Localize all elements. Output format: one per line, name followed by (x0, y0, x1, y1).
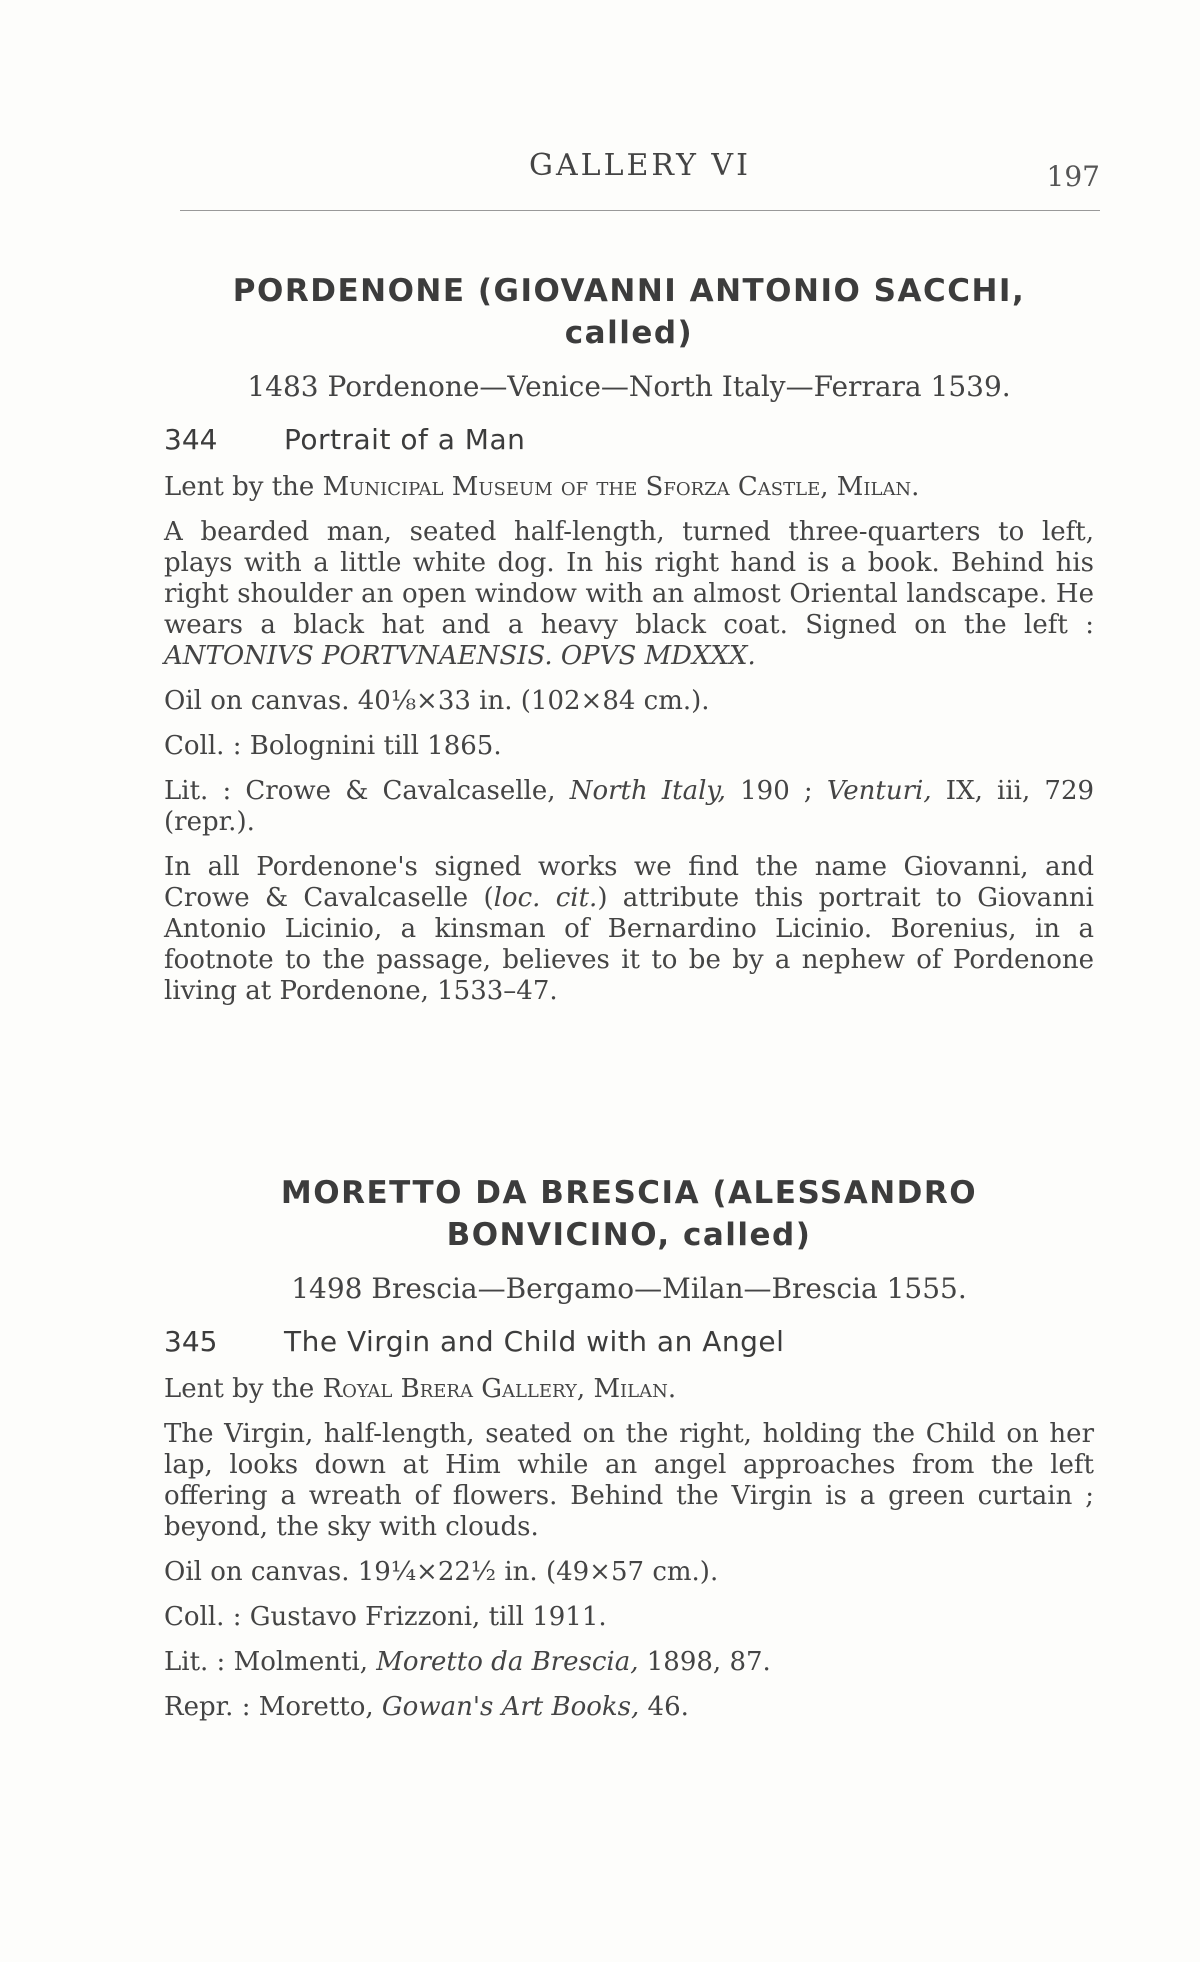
collection-line: Coll. : Gustavo Frizzoni, till 1911. (164, 1602, 607, 1632)
literature-prefix: Lit. : Crowe & Cavalcaselle, (164, 776, 556, 806)
repr-end: 46. (647, 1692, 689, 1722)
work-line (164, 1325, 1094, 1358)
literature-mid: 190 ; (740, 776, 813, 806)
attribution-note (164, 852, 1094, 1007)
literature-line (164, 1647, 1094, 1678)
literature-end: IX, iii, 729 (repr.). (164, 776, 1095, 837)
literature-title-1: Moretto da Brescia, (376, 1647, 639, 1677)
repr-prefix: Repr. : Moretto, (164, 1692, 374, 1722)
lender-name: Municipal Museum of the Sforza Castle, Milan. (322, 472, 920, 502)
description (164, 517, 1094, 672)
dimensions: 19¼×22½ in. (49×57 cm.). (357, 1557, 719, 1587)
medium-line (164, 686, 1094, 717)
catalogue-entry-344 (164, 270, 1094, 1007)
literature-end: 1898, 87. (646, 1647, 771, 1677)
note-citation: loc. cit. (493, 883, 598, 913)
artist-heading-line1: MORETTO DA BRESCIA (ALESSANDRO (280, 1175, 978, 1211)
dimensions: 40⅛×33 in. (102×84 cm.). (357, 686, 710, 716)
work-title: The Virgin and Child with an Angel (284, 1325, 785, 1358)
description: The Virgin, half-length, seated on the right, holding the Child on her lap, looks down at Him while an angel approaches from the left offering a wreath of flowers. Behind the Virgin is a green curtain ; beyond, the sky with clouds. (164, 1419, 1094, 1542)
description-text: A bearded man, seated half-length, turned three-quarters to left, plays with a little white dog. In his right hand is a book. Behind his right shoulder an open window with an almost Oriental landscape. He wears a black hat and a heavy black coat. Signed on the left : (164, 517, 1094, 640)
signature-inscription: ANTONIVS PORTVNAENSIS. OPVS MDXXX. (164, 641, 756, 671)
artist-dates: 1483 Pordenone—Venice—North Italy—Ferrara 1539. (247, 370, 1011, 403)
artist-heading-line1: PORDENONE (GIOVANNI ANTONIO SACCHI, (232, 273, 1026, 309)
catalogue-entry-345 (164, 1172, 1094, 1723)
repr-title: Gowan's Art Books, (381, 1692, 640, 1722)
lender-name: Royal Brera Gallery, Milan. (322, 1374, 677, 1404)
artist-heading (164, 1172, 1094, 1256)
catalogue-number: 344 (164, 423, 218, 456)
lender-line (164, 1374, 1094, 1405)
artist-dates: 1498 Brescia—Bergamo—Milan—Brescia 1555. (291, 1272, 967, 1305)
artist-heading-line2: BONVICINO, called) (446, 1217, 812, 1253)
literature-title-1: North Italy, (569, 776, 726, 806)
lender-prefix: Lent by the (164, 472, 315, 502)
catalogue-number: 345 (164, 1325, 218, 1358)
running-head (180, 148, 1100, 193)
work-title: Portrait of a Man (284, 423, 526, 456)
page-number: 197 (1046, 160, 1100, 193)
lender-prefix: Lent by the (164, 1374, 315, 1404)
running-title: GALLERY VI (529, 148, 751, 183)
literature-line (164, 776, 1094, 838)
medium: Oil on canvas. (164, 1557, 350, 1587)
collection-line: Coll. : Bolognini till 1865. (164, 731, 502, 761)
literature-title-2: Venturi, (826, 776, 932, 806)
medium-line (164, 1557, 1094, 1588)
artist-heading (164, 270, 1094, 354)
artist-heading-line2: called) (564, 315, 694, 351)
note-text-b: ) attribute this portrait to Giovanni Antonio Licinio, a kinsman of Bernardino Licinio. Borenius, in a footnote to the passage, believes it to be by a nephew of Pordenone living at Pordenone, 1533–47. (164, 883, 1094, 1006)
reproduction-line (164, 1692, 1094, 1723)
medium: Oil on canvas. (164, 686, 350, 716)
header-rule (180, 210, 1100, 211)
note-text-a: In all Pordenone's signed works we find the name Giovanni, and Crowe & Cavalcaselle ( (164, 852, 1094, 913)
literature-prefix: Lit. : Molmenti, (164, 1647, 368, 1677)
lender-line (164, 472, 1094, 503)
work-line (164, 423, 1094, 456)
